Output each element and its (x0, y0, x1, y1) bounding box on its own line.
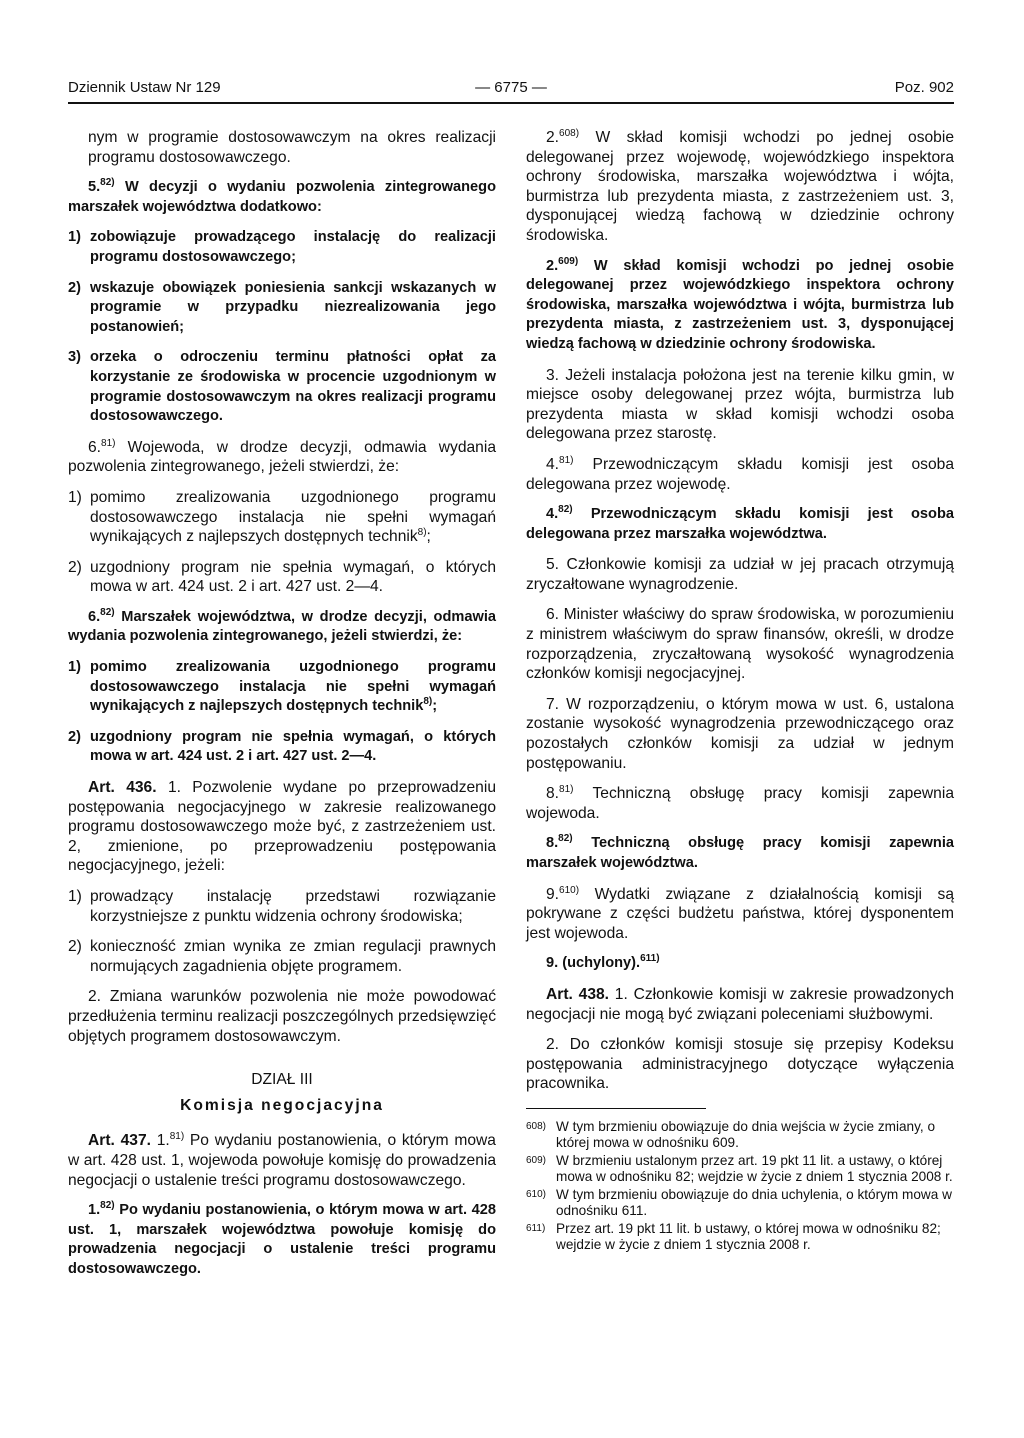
list-item: 1) prowadzący instalację przedstawi rozwiązanie korzystniejsze z punktu widzenia ochrony środowiska; (68, 888, 496, 925)
list-item: 1) pomimo zrealizowania uzgodnionego programu dostosowawczego instalacja nie spełni wymagań wynikających z najlepszych dostępnych technik$^{8)}$; (68, 488, 496, 546)
paragraph: 6.$^{82)}$ Marszałek województwa, w drodze decyzji, odmawia wydania pozwolenia zintegrowanego, jeżeli stwierdzi, że: (68, 607, 496, 645)
article-436: Art. 436. 1. Pozwolenie wydane po przeprowadzeniu postępowania negocjacyjnego w zakresie realizowanego programu dostosowawczego może być, z zastrzeżeniem ust. 2, zmienione, po przeprowadzeniu postępowania negocjacyjnego, jeżeli: (68, 779, 496, 875)
paragraph: 5. Członkowie komisji za udział w jej pracach otrzymują zryczałtowane wynagrodzenie. (526, 556, 954, 593)
header-rule (68, 102, 954, 104)
footnote: 608) W tym brzmieniu obowiązuje do dnia wejścia w życie zmiany, o której mowa w odnośniku 609. (526, 1118, 936, 1151)
list-item: 2) uzgodniony program nie spełnia wymagań, o których mowa w art. 424 ust. 2 i art. 427 ust. 2—4. (68, 558, 496, 596)
paragraph: 2.$^{608)}$ W skład komisji wchodzi po jednej osobie delegowanej przez wojewodę, wojewódzkiego inspektora ochrony środowiska, marszałka województwa i wójta, burmistrza lub prezydenta miasta, z zastrzeżeniem ust. 3, dysponującej wiedzą fachową w dziedzinie ochrony środowiska. (526, 127, 954, 244)
paragraph: nym w programie dostosowawczym na okres realizacji programu dostosowawczego. (88, 129, 496, 166)
paragraph: 3. Jeżeli instalacja położona jest na terenie kilku gmin, w miejsce osoby delegowanej przez wójta, burmistrza lub prezydenta miasta w skład komisji wchodzi osoba delegowana przez starostę. (526, 366, 954, 443)
list-item: 1) pomimo zrealizowania uzgodnionego programu dostosowawczego instalacja nie spełni wymagań wynikających z najlepszych dostępnych technik$^{8)}$; (68, 659, 496, 715)
footnote: 610) W tym brzmieniu obowiązuje do dnia uchylenia, o którym mowa w odnośniku 611. (526, 1186, 952, 1219)
position-number: Poz. 902 (894, 79, 954, 96)
list-item: 1) zobowiązuje prowadzącego instalację do realizacji programu dostosowawczego; (68, 229, 496, 265)
paragraph: 5.$^{82)}$ W decyzji o wydaniu pozwolenia zintegrowanego marszałek województwa dodatkowo: (68, 177, 496, 215)
journal-title: Dziennik Ustaw Nr 129 (68, 79, 221, 96)
paragraph: 6.$^{81)}$ Wojewoda, w drodze decyzji, odmawia wydania pozwolenia zintegrowanego, jeżeli stwierdzi, że: (68, 437, 496, 476)
paragraph: 2. Do członków komisji stosuje się przepisy Kodeksu postępowania administracyjnego dotyczące wyłączenia pracownika. (526, 1036, 954, 1093)
paragraph: 9.$^{610)}$ Wydatki związane z działalnością komisji są pokrywane z części budżetu państwa, której dysponentem jest wojewoda. (526, 884, 954, 942)
paragraph: 4.$^{81)}$ Przewodniczącym składu komisji jest osoba delegowana przez wojewodę. (526, 454, 954, 493)
paragraph: 4.$^{82)}$ Przewodniczącym składu komisji jest osoba delegowana przez marszałka województwa. (526, 504, 954, 542)
paragraph: 8.$^{81)}$ Techniczną obsługę pracy komisji zapewnia wojewoda. (526, 784, 954, 822)
right-column (526, 128, 954, 1255)
article-438: Art. 438. 1. Członkowie komisji w zakresie prowadzonych negocjacji nie mogą być związani poleceniami służbowymi. (526, 985, 954, 1023)
paragraph: 2.$^{609)}$ W skład komisji wchodzi po jednej osobie delegowanej przez wojewódzkiego inspektora ochrony środowiska, marszałka województwa i wójta, burmistrza lub prezydenta miasta, z zastrzeżeniem ust. 3, dysponującej wiedzą fachową w dziedzinie ochrony środowiska. (526, 255, 954, 352)
list-item: 3) orzeka o odroczeniu terminu płatności opłat za korzystanie ze środowiska w procencie uzgodnionym w programie dostosowawczym na okres realizacji programu dostosowawczego. (68, 349, 496, 425)
article-437: Art. 437. 1.$^{81)}$ Po wydaniu postanowienia, o którym mowa w art. 428 ust. 1, wojewoda powołuje komisję do prowadzenia negocjacji o ustalenie treści programu dostosowawczego. (68, 1131, 496, 1189)
paragraph: 6. Minister właściwy do spraw środowiska, w porozumieniu z ministrem właściwym do spraw finansów, określi, w drodze rozporządzenia, zryczałtowaną wysokość wynagrodzenia członków komisji negocjacyjnej. (526, 606, 954, 683)
footnote: 611) Przez art. 19 pkt 11 lit. b ustawy, o której mowa w odnośniku 82; wejdzie w życie z dniem 1 stycznia 2008 r. (526, 1220, 941, 1253)
section-label: DZIAŁ III (251, 1071, 313, 1089)
page-number: — 6775 — (475, 79, 547, 96)
footnote: 609) W brzmieniu ustalonym przez art. 19 pkt 11 lit. a ustawy, o której mowa w odnośniku 82; wejdzie w życie z dniem 1 stycznia 2008 r. (526, 1152, 953, 1185)
left-column (68, 128, 496, 1291)
list-item: 2) uzgodniony program nie spełnia wymagań, o których mowa w art. 424 ust. 2 i art. 427 ust. 2—4. (68, 728, 496, 765)
page-header (68, 79, 954, 101)
paragraph: 2. Zmiana warunków pozwolenia nie może powodować przedłużenia terminu realizacji poszczególnych przedsięwzięć objętych programem dostosowawczym. (68, 988, 496, 1045)
section-title: Komisja negocjacyjna (180, 1096, 384, 1114)
list-item: 2) wskazuje obowiązek poniesienia sankcji wskazanych w programie w przypadku niezrealizowania jego postanowień; (68, 279, 496, 335)
footnote-separator (526, 1108, 706, 1109)
paragraph: 1.$^{82)}$ Po wydaniu postanowienia, o którym mowa w art. 428 ust. 1, marszałek województwa powołuje komisję do prowadzenia negocjacji o ustalenie treści programu dostosowawczego. (68, 1200, 496, 1277)
paragraph: 8.$^{82)}$ Techniczną obsługę pracy komisji zapewnia marszałek województwa. (526, 833, 954, 871)
list-item: 2) konieczność zmian wynika ze zmian regulacji prawnych normujących zagadnienia objęte programem. (68, 938, 496, 975)
paragraph: 9. (uchylony).$^{611)}$ (546, 953, 660, 972)
paragraph: 7. W rozporządzeniu, o którym mowa w ust. 6, ustalona zostanie wysokość wynagrodzenia przewodniczącego oraz pozostałych członków komisji za udział w jednym postępowaniu. (526, 695, 954, 772)
